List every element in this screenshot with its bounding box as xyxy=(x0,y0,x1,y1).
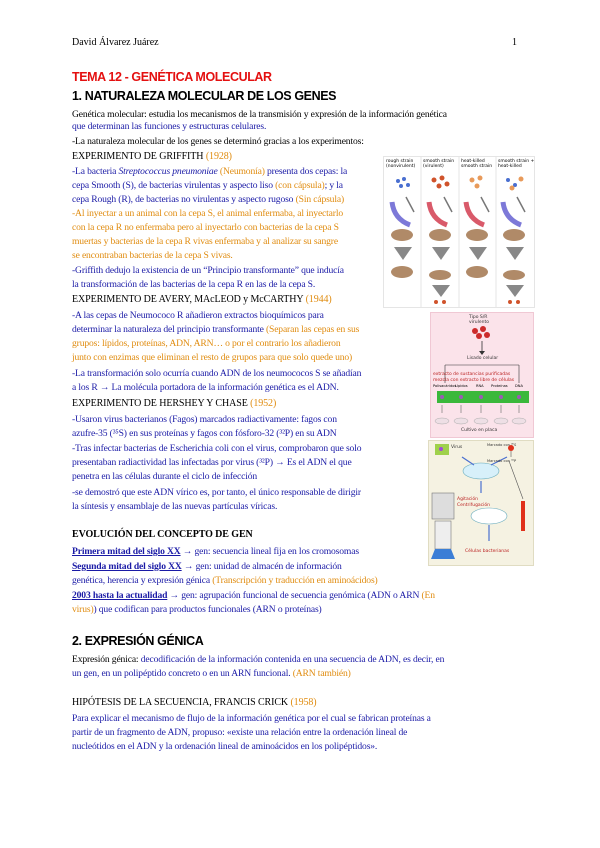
e4b: → gen: agrupación funcional de secuencia genómica (ADN o ARN xyxy=(167,590,422,601)
e3a: genética, herencia y expresión génica xyxy=(72,575,213,586)
avery-year: (1944) xyxy=(305,294,332,305)
avery-line-3: grupos: lípidos, proteínas, ADN, ARN… o por el contrario los añadieron xyxy=(72,338,341,349)
avery-line-5: -La transformación solo ocurría cuando ADN de los neumococos S se añadían xyxy=(72,368,362,379)
evolucion-line-1 xyxy=(72,546,359,558)
e1b: → gen: secuencia lineal fija en los cromosomas xyxy=(180,546,359,557)
hershey-p32-label: Marcado con ³²P xyxy=(487,459,517,463)
griffith-col1-label: rough strain xyxy=(386,159,414,164)
e1a: Primera mitad del siglo XX xyxy=(72,546,181,557)
g1a: -La bacteria xyxy=(72,166,119,177)
e5a: virus) xyxy=(72,604,94,615)
avery-lysate-label: Lisado celular xyxy=(467,356,499,361)
avery-c4: Proteínas xyxy=(491,384,508,388)
expr-line-1 xyxy=(72,654,444,666)
hershey-centrifugacion-label: Centrifugación xyxy=(457,503,491,508)
avery-c3: RNA xyxy=(476,384,484,388)
avery-left-label: extracto de sustancias purificadas xyxy=(433,372,511,377)
crick-year: (1958) xyxy=(290,697,317,708)
s1-line-1 xyxy=(72,109,447,121)
griffith-col3-label-b: smooth strain xyxy=(461,164,493,169)
griffith-col2-sub: (virulent) xyxy=(423,164,444,169)
avery-bottom-label: Cultivo en placa xyxy=(461,428,498,433)
hershey-label: EXPERIMENTO DE HERSHEY Y CHASE xyxy=(72,398,248,409)
g3a: cepa Rough (R), de bacterias no virulentas y aspecto rugoso xyxy=(72,194,296,205)
hershey-heading xyxy=(72,398,276,409)
section2-heading: 2. EXPRESIÓN GÉNICA xyxy=(72,634,204,648)
avery-line-1: -A las cepas de Neumococo R añadieron extractos bioquímicos para xyxy=(72,310,324,321)
hershey-s35-label: Marcado con ³⁵S xyxy=(487,443,517,447)
x2a: un gen, en un polipéptido concreto o en un ARN funcional. xyxy=(72,668,293,679)
hershey-line-5: penetra en las células durante el ciclo de infección xyxy=(72,471,258,482)
g2c: ; y la xyxy=(324,180,343,191)
g3b: (Sin cápsula) xyxy=(295,194,344,205)
e4c: (En xyxy=(421,590,435,601)
griffith-line-6: muertas y bacterias de la cepa R vivas enfermaba y al analizar su sangre xyxy=(72,236,338,247)
x1b: decodificación de la información contenida en una secuencia de ADN, es decir, en xyxy=(140,654,445,665)
g1d: presenta dos cepas: la xyxy=(264,166,348,177)
evolucion-line-3 xyxy=(72,575,378,587)
g1b: Streptococcus pneumoniae xyxy=(118,166,218,177)
s1-l1-text: Genética molecular: estudia los mecanismos de la transmisión y expresión de la información genética xyxy=(72,109,447,120)
crick-line-3: nucleótidos en el ADN y la ordenación lineal de aminoácidos en los polipéptidos». xyxy=(72,741,378,752)
hershey-year: (1952) xyxy=(250,398,277,409)
e4a: 2003 hasta la actualidad xyxy=(72,590,168,601)
crick-line-1: Para explicar el mecanismo de flujo de la información genética por el cual se fabrican proteínas a xyxy=(72,713,431,724)
griffith-year: (1928) xyxy=(205,151,232,162)
a2a: determinar la naturaleza del principio transformante xyxy=(72,324,266,335)
x2b: (ARN también) xyxy=(292,668,351,679)
e2b: → gen: unidad de almacén de información xyxy=(181,561,342,572)
avery-right-label: mezcla con extracto libre de células xyxy=(433,378,515,383)
page-number: 1 xyxy=(512,37,517,48)
avery-figure xyxy=(430,312,534,438)
g1c: (Neumonía) xyxy=(217,166,265,177)
expr-line-2 xyxy=(72,668,351,680)
hershey-agitacion-label: Agitación xyxy=(457,497,479,502)
avery-top-label-2: virulento xyxy=(469,320,490,325)
griffith-line-4: -Al inyectar a un animal con la cepa S, el animal enfermaba, al inyectarlo xyxy=(72,208,343,219)
griffith-line-8: -Griffith dedujo la existencia de un “Principio transformante” que inducía xyxy=(72,265,344,276)
s1-line-2: que determinan las funciones y estructuras celulares. xyxy=(72,121,267,132)
page-header-author: David Álvarez Juárez xyxy=(72,37,159,48)
x1a: Expresión génica: xyxy=(72,654,141,665)
avery-line-2 xyxy=(72,324,359,336)
griffith-col1-sub: (nonvirulent) xyxy=(386,164,416,169)
griffith-figure xyxy=(383,156,535,308)
evolucion-line-4 xyxy=(72,590,435,602)
evolucion-line-5 xyxy=(72,604,322,616)
hershey-line-3: -Tras infectar bacterias de Escherichia coli con el virus, comprobaron que solo xyxy=(72,443,362,454)
griffith-col4-label-a: smooth strain + xyxy=(498,159,535,164)
e5b: ) que codifican para productos funcionales (ARN o proteínas) xyxy=(93,604,322,615)
hershey-line-7: la síntesis y ensamblaje de las nuevas partículas víricas. xyxy=(72,501,278,512)
a2b: (Separan las cepas en sus xyxy=(265,324,360,335)
g2a: cepa Smooth (S), de bacterias virulentas y aspecto liso xyxy=(72,180,276,191)
avery-line-4: junto con enzimas que eliminan el resto de grupos para que solo quede uno) xyxy=(72,352,353,363)
crick-heading xyxy=(72,697,317,708)
hershey-figure xyxy=(428,440,534,566)
griffith-line-9: la transformación de las bacterias de la cepa R en las de la cepa S. xyxy=(72,279,316,290)
hershey-virus-label: Virus xyxy=(451,445,463,450)
hershey-line-4: presentaban radiactividad las infectadas por virus (³²P) → Es el ADN el que xyxy=(72,457,352,468)
avery-c1: Polisacáridos xyxy=(433,384,457,388)
griffith-line-2 xyxy=(72,180,343,192)
hershey-line-6: -se demostró que este ADN vírico es, por tanto, el único responsable de dirigir xyxy=(72,487,361,498)
griffith-label: EXPERIMENTO DE GRIFFITH xyxy=(72,151,204,162)
griffith-col4-label-b: heat-killed xyxy=(498,164,522,169)
griffith-line-3 xyxy=(72,194,344,206)
griffith-line-7: se encontraban bacterias de la cepa S vivas. xyxy=(72,250,233,261)
evolucion-heading: EVOLUCIÓN DEL CONCEPTO DE GEN xyxy=(72,529,253,540)
document-title: TEMA 12 - GENÉTICA MOLECULAR xyxy=(72,70,272,84)
griffith-col2-label: smooth strain xyxy=(423,159,455,164)
avery-top-label-1: Tipo S/R xyxy=(469,315,488,320)
hershey-line-2: azufre-35 (³⁵S) en sus proteínas y fagos con fósforo-32 (³²P) en su ADN xyxy=(72,428,337,439)
avery-c5: DNA xyxy=(515,384,523,388)
avery-line-6: a los R → La molécula portadora de la información genética es el ADN. xyxy=(72,382,339,393)
crick-line-2: partir de un fragmento de ADN, propuso: «existe una relación entre la ordenación lineal de xyxy=(72,727,408,738)
avery-c2: Lípidos xyxy=(455,384,468,388)
griffith-line-1 xyxy=(72,166,347,178)
griffith-heading xyxy=(72,151,232,162)
hershey-line-1: -Usaron virus bacterianos (Fagos) marcados radiactivamente: fagos con xyxy=(72,414,337,425)
avery-heading xyxy=(72,294,332,305)
evolucion-line-2 xyxy=(72,561,342,573)
hershey-cells-label: Células bacterianas xyxy=(465,549,510,554)
crick-label: HIPÓTESIS DE LA SECUENCIA, FRANCIS CRICK xyxy=(72,697,289,708)
g2b: (con cápsula) xyxy=(275,180,325,191)
e2a: Segunda mitad del siglo XX xyxy=(72,561,182,572)
s1-line-3: -La naturaleza molecular de los genes se determinó gracias a los experimentos: xyxy=(72,136,364,147)
section1-heading: 1. NATURALEZA MOLECULAR DE LOS GENES xyxy=(72,89,337,103)
griffith-line-5: con la cepa R no enfermaba pero al inyectarlo con bacterias de la cepa S xyxy=(72,222,339,233)
griffith-illustration xyxy=(384,157,534,307)
avery-label: EXPERIMENTO DE AVERY, MAcLEOD y McCARTHY xyxy=(72,294,304,305)
e3b: (Transcripción y traducción en aminoácidos) xyxy=(212,575,378,586)
griffith-col3-label-a: heat-killed xyxy=(461,159,485,164)
